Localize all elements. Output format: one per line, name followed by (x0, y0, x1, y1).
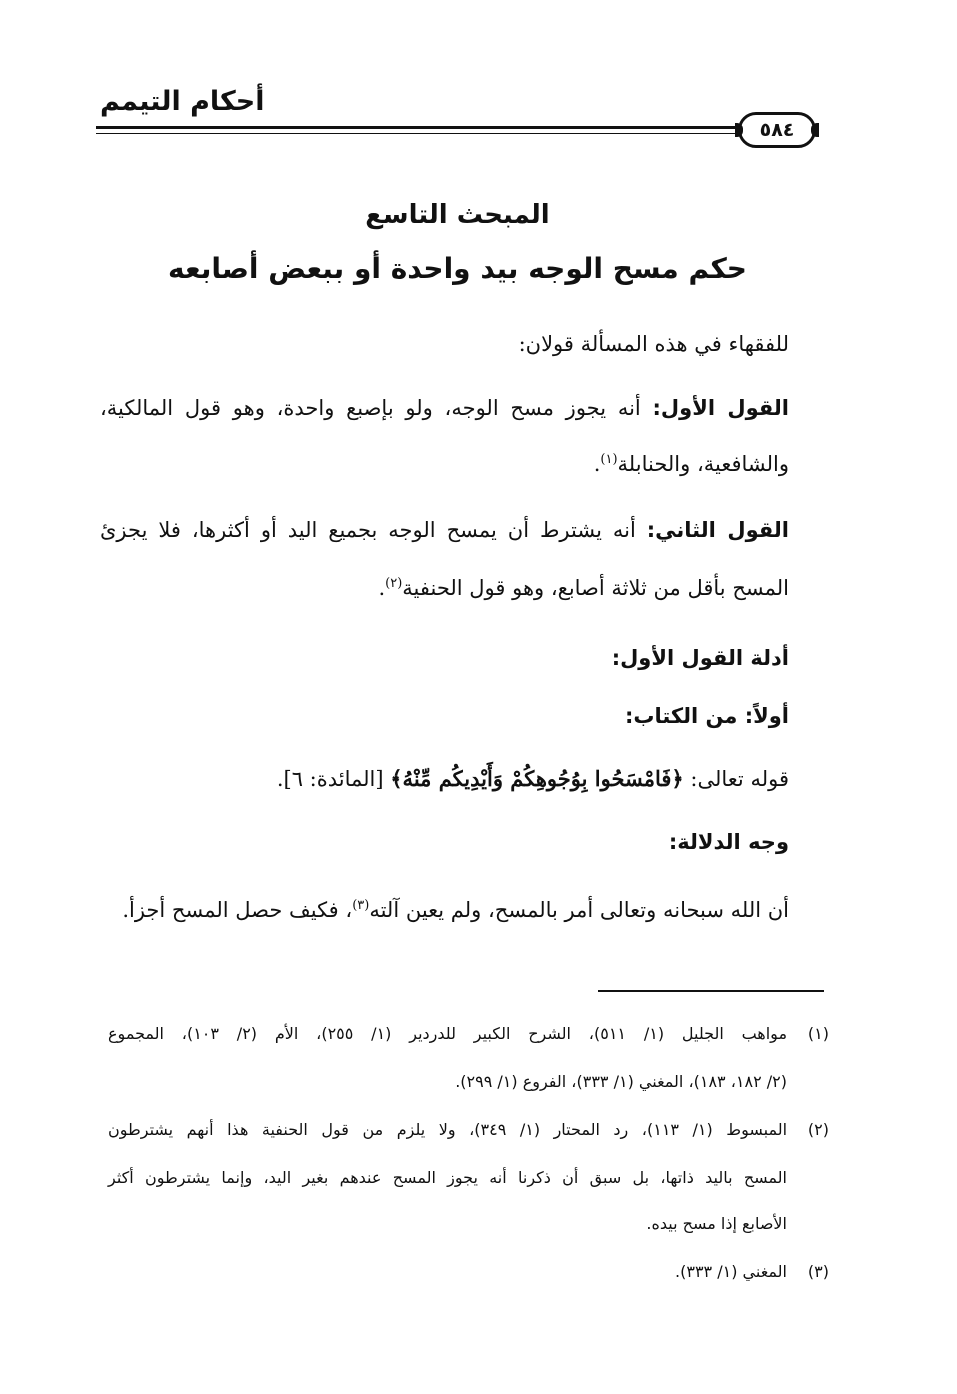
first-opinion-line-1 (100, 396, 789, 420)
indication-heading: وجه الدلالة: (668, 830, 789, 854)
running-title: أحكام التيمم (100, 86, 265, 117)
first-opinion-text-2: والشافعية، والحنابلة (617, 452, 789, 476)
verse-intro: قوله تعالى: (690, 767, 789, 791)
header-rule (96, 126, 736, 129)
footnote-line: المبسوط (١/ ١١٣)، رد المحتار (١/ ٣٤٩)، ولا يلزم من قول الحنفية هذا أنهم يشترطون (108, 1120, 788, 1139)
first-opinion-text: أنه يجوز مسح الوجه، ولو بإصبع واحدة، وهو قول المالكية، (100, 396, 641, 420)
footnote-line: (٢/ ١٨٢، ١٨٣)، المغني (١/ ٣٣٣)، الفروع (١/ ٢٩٩). (455, 1072, 787, 1091)
indication-text: أن الله سبحانه وتعالى أمر بالمسح، ولم يعين آلته (369, 898, 789, 922)
verse-reference: [المائدة: ٦]. (276, 767, 384, 791)
indication-line (122, 898, 789, 922)
footnote-line: المسح باليد ذاتها، بل سبق أن ذكرنا أنه يجوز المسح عندهم بغير اليد، وإنما يشترطون أكثر (108, 1168, 787, 1187)
second-opinion-line-2 (378, 576, 789, 600)
first-opinion-label: القول الأول: (652, 396, 789, 420)
page-number: ٥٨٤ (759, 119, 795, 141)
intro-line: للفقهاء في هذه المسألة قولان: (518, 332, 789, 356)
first-opinion-end: . (593, 452, 601, 476)
footnote-ref-1: (١) (600, 452, 618, 467)
indication-text-end: ، فكيف حصل المسح أجزأ. (122, 898, 353, 922)
footnote-line: الأصابع إذا مسح بيده. (646, 1214, 787, 1233)
footnote-separator (598, 990, 824, 992)
first-source-heading: أولاً: من الكتاب: (624, 704, 789, 728)
second-opinion-text-2: المسح بأقل من ثلاثة أصابع، وهو قول الحنفية (402, 576, 789, 600)
second-opinion-label: القول الثاني: (646, 518, 790, 542)
first-opinion-line-2 (594, 452, 789, 476)
footnote-number: (١) (807, 1024, 829, 1043)
header-rule-thin (96, 133, 736, 134)
footnote-ref-3: (٣) (352, 898, 370, 913)
footnote-number: (٢) (807, 1120, 829, 1139)
second-opinion-end: . (378, 576, 386, 600)
footnote-number: (٣) (807, 1262, 829, 1281)
section-title: حكم مسح الوجه بيد واحدة أو ببعض أصابعه (168, 252, 747, 285)
second-opinion-text: أنه يشترط أن يمسح الوجه بجميع اليد أو أكثرها، فلا يجزئ (100, 518, 636, 542)
page-number-frame (738, 112, 816, 148)
footnote-line: المغني (١/ ٣٣٣). (675, 1262, 787, 1281)
footnote-line: مواهب الجليل (١/ ٥١١)، الشرح الكبير للدردير (١/ ٢٥٥)، الأم (٢/ ١٠٣)، المجموع (108, 1024, 788, 1043)
footnote-ref-2: (٢) (385, 576, 403, 591)
verse-line (277, 766, 789, 791)
section-label: المبحث التاسع (365, 200, 550, 230)
second-opinion-line-1 (100, 518, 789, 542)
evidence-heading: أدلة القول الأول: (611, 646, 789, 670)
verse-text: ﴿فَامْسَحُوا بِوُجُوهِكُمْ وَأَيْدِيكُم مِّنْهُ﴾ (390, 766, 684, 791)
